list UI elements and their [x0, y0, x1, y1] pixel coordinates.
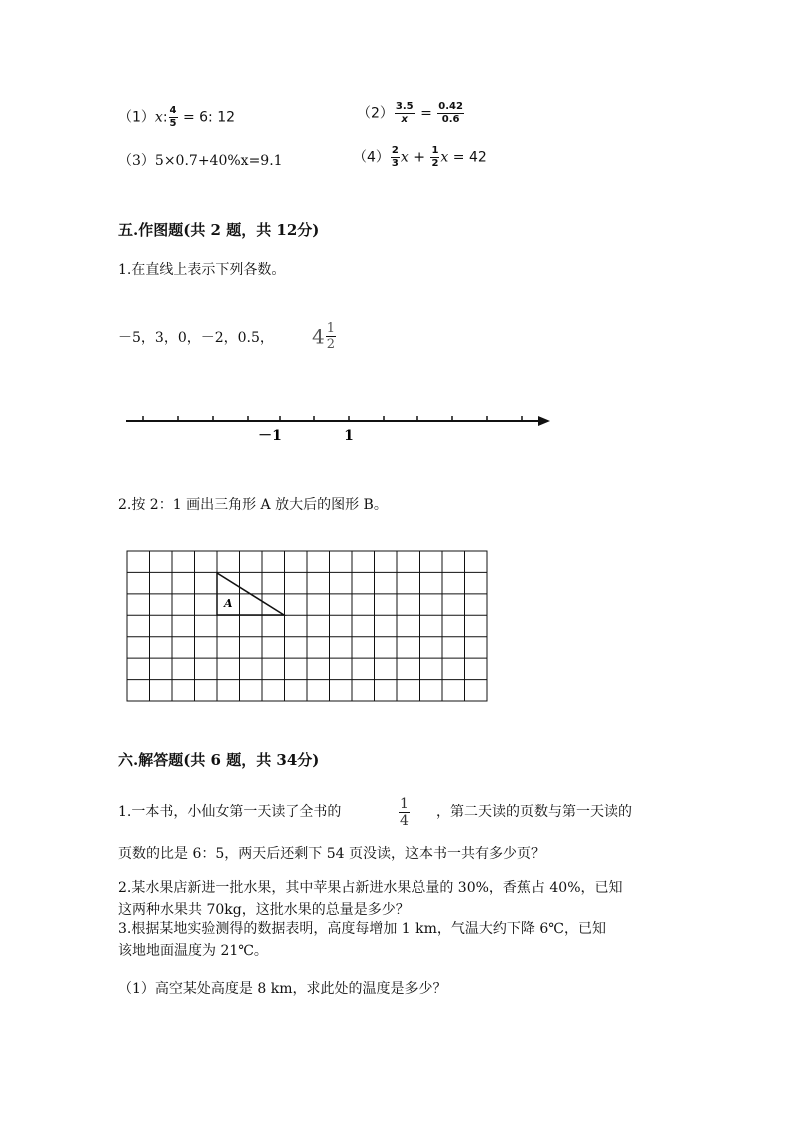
equation-4: [353, 146, 487, 169]
fraction-denominator: 0.6: [441, 114, 460, 125]
section-6-q2-line1: 2.某水果店新进一批水果，其中苹果占新进水果总量的 30%，香蕉占 40%，已知: [118, 880, 623, 896]
equation-3-text: 5×0.7+40%x=9.1: [154, 153, 283, 169]
fraction-denominator: 2: [431, 158, 439, 169]
fraction-denominator: x: [401, 114, 408, 125]
section-6-q1-fraction: [398, 797, 411, 828]
fraction-denominator: 4: [400, 813, 409, 829]
equation-1-var: x: [154, 109, 163, 126]
equation-2-label: （2）: [357, 105, 394, 122]
fraction-numerator: 1: [431, 145, 439, 156]
equation-4-rest: = 42: [452, 149, 487, 166]
section-6-q1-line1b: ，第二天读的页数与第一天读的: [436, 804, 632, 820]
fraction-numerator: 1: [326, 321, 336, 336]
equation-2: [357, 102, 465, 125]
equation-4-fraction-1: [391, 146, 400, 169]
section-6-q1-line1a: 1.一本书，小仙女第一天读了全书的: [118, 804, 342, 820]
fraction-numerator: 3.5: [395, 101, 414, 112]
mixed-number: [312, 322, 337, 351]
equation-4-fraction-2: [430, 146, 439, 169]
triangle-label: A: [224, 597, 233, 610]
equation-1-fraction: [169, 106, 178, 129]
number-line-label-pos: 1: [344, 428, 354, 444]
equation-1-label: （1）: [118, 109, 155, 126]
section-6-q3-line1: 3.根据某地实验测得的数据表明，高度每增加 1 km，气温大约下降 6℃，已知: [118, 921, 606, 937]
equation-2-fraction-right: [437, 102, 464, 125]
section-5-title: 五.作图题(共 2 题，共 12分): [118, 221, 320, 239]
fraction-denominator: 5: [169, 118, 177, 129]
mixed-number-fraction: [326, 322, 336, 351]
section-6-q3-sub1: （1）高空某处高度是 8 km，求此处的温度是多少？: [118, 981, 447, 997]
fraction-numerator: 4: [169, 105, 177, 116]
equation-4-plus: +: [413, 149, 425, 166]
equation-3-label: （3）: [118, 153, 155, 169]
fraction-denominator: 2: [326, 337, 336, 352]
q1-fraction: [399, 797, 410, 828]
number-line: [120, 405, 560, 450]
number-line-label-neg: －1: [258, 428, 282, 444]
equation-4-var-2: x: [440, 149, 449, 166]
number-list: [118, 327, 274, 347]
fraction-denominator: 3: [391, 158, 399, 169]
equation-3: [118, 150, 283, 170]
section-5-q1: 1.在直线上表示下列各数。: [118, 262, 286, 278]
number-line-arrow: [538, 416, 550, 426]
grid: [126, 550, 490, 704]
section-6-q3-line2: 该地地面温度为 21℃。: [118, 943, 268, 959]
number-list-text: －5，3，0，－2，0.5，: [118, 330, 274, 346]
fraction-numerator: 0.42: [438, 101, 463, 112]
equation-4-var-1: x: [400, 149, 409, 166]
section-6-q2-line2: 这两种水果共 70kg，这批水果的总量是多少？: [118, 902, 410, 918]
section-6-q1-line2: 页数的比是 6：5，两天后还剩下 54 页没读，这本书一共有多少页？: [118, 846, 545, 862]
section-5-q2: 2.按 2：1 画出三角形 A 放大后的图形 B。: [118, 497, 388, 513]
equation-2-fraction-left: [395, 102, 415, 125]
equation-1: （1）x: $\frac{4}{5}$ = 6: 12: [118, 105, 236, 129]
fraction-numerator: 1: [400, 796, 409, 812]
fraction-numerator: 2: [391, 145, 399, 156]
mixed-number-whole: 4: [312, 324, 325, 349]
equation-1-rest: = 6: 12: [182, 109, 236, 126]
equation-4-label: （4）: [353, 149, 390, 166]
section-6-title: 六.解答题(共 6 题，共 34分): [118, 751, 320, 769]
equation-2-eq: =: [420, 105, 432, 122]
